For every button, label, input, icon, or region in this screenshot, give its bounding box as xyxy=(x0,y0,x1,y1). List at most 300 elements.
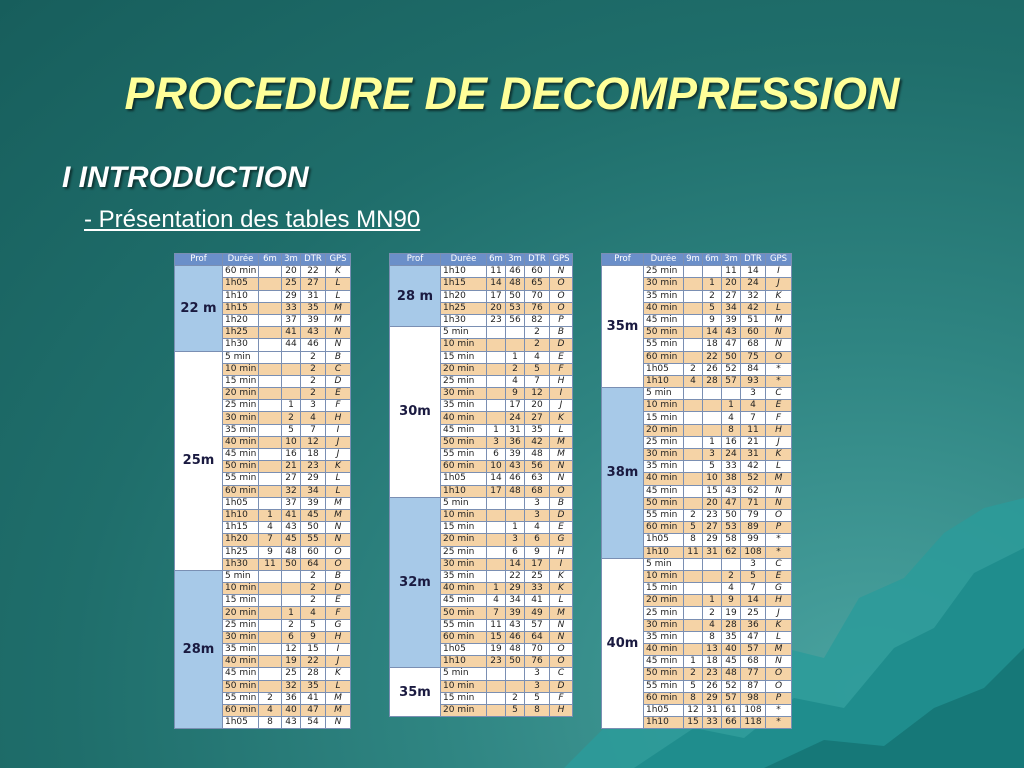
value-cell: 84 xyxy=(741,363,766,375)
value-cell: 48 xyxy=(506,644,525,656)
value-cell: 4 xyxy=(259,704,282,716)
value-cell xyxy=(684,619,703,631)
gps-cell: E xyxy=(326,595,351,607)
value-cell: 2 xyxy=(301,363,326,375)
value-cell: 46 xyxy=(506,631,525,643)
value-cell xyxy=(684,644,703,656)
value-cell: 3 xyxy=(703,449,722,461)
duration-cell: 30 min xyxy=(441,558,487,570)
value-cell xyxy=(506,497,525,509)
value-cell xyxy=(282,595,301,607)
value-cell: 23 xyxy=(487,656,506,668)
slide-title: PROCEDURE DE DECOMPRESSION xyxy=(124,68,900,119)
gps-cell: K xyxy=(766,619,792,631)
duration-cell: 50 min xyxy=(644,668,684,680)
value-cell: 43 xyxy=(722,327,741,339)
value-cell: 77 xyxy=(741,668,766,680)
value-cell: 4 xyxy=(301,412,326,424)
value-cell: 21 xyxy=(282,461,301,473)
value-cell xyxy=(259,375,282,387)
gps-cell: G xyxy=(766,583,792,595)
value-cell: 48 xyxy=(506,278,525,290)
value-cell: 70 xyxy=(525,644,550,656)
value-cell xyxy=(487,497,506,509)
gps-cell: I xyxy=(326,644,351,656)
column-header: DTR xyxy=(525,254,550,266)
value-cell: 45 xyxy=(282,534,301,546)
gps-cell: P xyxy=(766,692,792,704)
value-cell: 50 xyxy=(722,509,741,521)
gps-cell: M xyxy=(326,509,351,521)
gps-cell: O xyxy=(550,302,573,314)
value-cell: 16 xyxy=(282,449,301,461)
gps-cell: O xyxy=(550,644,573,656)
value-cell: 43 xyxy=(506,461,525,473)
gps-cell: N xyxy=(550,461,573,473)
value-cell: 36 xyxy=(506,436,525,448)
duration-cell: 10 min xyxy=(223,363,259,375)
value-cell: 18 xyxy=(703,656,722,668)
value-cell: 26 xyxy=(703,363,722,375)
value-cell: 1 xyxy=(259,509,282,521)
gps-cell: M xyxy=(326,692,351,704)
value-cell xyxy=(259,327,282,339)
value-cell xyxy=(259,278,282,290)
gps-cell: K xyxy=(550,570,573,582)
value-cell: 10 xyxy=(487,461,506,473)
value-cell: 108 xyxy=(741,704,766,716)
value-cell xyxy=(259,583,282,595)
gps-cell: * xyxy=(766,717,792,729)
value-cell: 2 xyxy=(684,668,703,680)
gps-cell: N xyxy=(326,339,351,351)
duration-cell: 45 min xyxy=(223,449,259,461)
duration-cell: 20 min xyxy=(223,607,259,619)
value-cell: 2 xyxy=(525,339,550,351)
value-cell: 22 xyxy=(301,266,326,278)
value-cell xyxy=(259,388,282,400)
value-cell: 2 xyxy=(259,692,282,704)
value-cell: 64 xyxy=(301,558,326,570)
duration-cell: 1h05 xyxy=(223,278,259,290)
duration-cell: 1h05 xyxy=(441,644,487,656)
value-cell xyxy=(684,424,703,436)
value-cell xyxy=(684,314,703,326)
value-cell: 5 xyxy=(684,680,703,692)
value-cell: 27 xyxy=(282,473,301,485)
value-cell xyxy=(506,668,525,680)
value-cell xyxy=(684,278,703,290)
value-cell xyxy=(684,595,703,607)
value-cell xyxy=(259,424,282,436)
value-cell: 2 xyxy=(684,509,703,521)
duration-cell: 20 min xyxy=(644,424,684,436)
value-cell: 33 xyxy=(525,583,550,595)
value-cell: 5 xyxy=(684,522,703,534)
duration-cell: 15 min xyxy=(441,351,487,363)
gps-cell: L xyxy=(766,461,792,473)
duration-cell: 60 min xyxy=(441,631,487,643)
gps-cell: M xyxy=(326,497,351,509)
value-cell: 10 xyxy=(282,436,301,448)
value-cell xyxy=(703,400,722,412)
value-cell: 24 xyxy=(506,412,525,424)
column-header: 6m xyxy=(487,254,506,266)
gps-cell: K xyxy=(326,668,351,680)
duration-cell: 25 min xyxy=(441,375,487,387)
table-row xyxy=(602,266,792,278)
value-cell: 25 xyxy=(282,668,301,680)
gps-cell: * xyxy=(766,375,792,387)
gps-cell: K xyxy=(326,266,351,278)
column-header: GPS xyxy=(326,254,351,266)
value-cell xyxy=(487,692,506,704)
duration-cell: 1h05 xyxy=(644,534,684,546)
duration-cell: 35 min xyxy=(441,400,487,412)
value-cell: 27 xyxy=(703,522,722,534)
gps-cell: J xyxy=(766,607,792,619)
value-cell: 25 xyxy=(741,607,766,619)
value-cell: 1 xyxy=(282,400,301,412)
value-cell: 35 xyxy=(722,631,741,643)
value-cell: 27 xyxy=(722,290,741,302)
value-cell xyxy=(487,339,506,351)
value-cell: 11 xyxy=(684,546,703,558)
value-cell: 14 xyxy=(506,558,525,570)
value-cell xyxy=(684,436,703,448)
duration-cell: 5 min xyxy=(644,388,684,400)
gps-cell: B xyxy=(550,327,573,339)
mn90-table-2-wrap xyxy=(389,253,573,717)
value-cell: 5 xyxy=(282,424,301,436)
value-cell: 1 xyxy=(506,522,525,534)
gps-cell: H xyxy=(550,375,573,387)
gps-cell: H xyxy=(326,631,351,643)
value-cell xyxy=(487,668,506,680)
duration-cell: 20 min xyxy=(223,388,259,400)
value-cell: 3 xyxy=(741,388,766,400)
gps-cell: N xyxy=(326,522,351,534)
duration-cell: 1h05 xyxy=(441,473,487,485)
value-cell xyxy=(259,314,282,326)
value-cell: 53 xyxy=(722,522,741,534)
table-header-row xyxy=(602,254,792,266)
value-cell xyxy=(684,558,703,570)
value-cell xyxy=(259,461,282,473)
gps-cell: M xyxy=(550,607,573,619)
duration-cell: 40 min xyxy=(644,644,684,656)
value-cell xyxy=(487,680,506,692)
value-cell: 9 xyxy=(722,595,741,607)
value-cell: 39 xyxy=(506,449,525,461)
value-cell: 32 xyxy=(282,680,301,692)
value-cell: 55 xyxy=(301,534,326,546)
value-cell: 1 xyxy=(487,424,506,436)
value-cell: 1 xyxy=(487,583,506,595)
gps-cell: H xyxy=(766,424,792,436)
gps-cell: F xyxy=(326,400,351,412)
value-cell xyxy=(259,449,282,461)
value-cell: 9 xyxy=(301,631,326,643)
value-cell xyxy=(684,497,703,509)
value-cell: 2 xyxy=(282,412,301,424)
duration-cell: 20 min xyxy=(441,363,487,375)
value-cell: 2 xyxy=(684,363,703,375)
table-header-row xyxy=(390,254,573,266)
gps-cell: * xyxy=(766,534,792,546)
value-cell: 33 xyxy=(722,461,741,473)
gps-cell: P xyxy=(550,314,573,326)
duration-cell: 1h20 xyxy=(441,290,487,302)
gps-cell: K xyxy=(550,583,573,595)
value-cell xyxy=(487,375,506,387)
duration-cell: 35 min xyxy=(644,631,684,643)
duration-cell: 1h15 xyxy=(441,278,487,290)
duration-cell: 50 min xyxy=(644,497,684,509)
value-cell xyxy=(487,522,506,534)
gps-cell: L xyxy=(550,424,573,436)
value-cell: 27 xyxy=(301,278,326,290)
duration-cell: 60 min xyxy=(441,461,487,473)
value-cell: 35 xyxy=(301,680,326,692)
gps-cell: D xyxy=(326,583,351,595)
duration-cell: 1h30 xyxy=(223,339,259,351)
gps-cell: N xyxy=(550,631,573,643)
gps-cell: M xyxy=(326,314,351,326)
gps-cell: K xyxy=(550,412,573,424)
value-cell: 9 xyxy=(259,546,282,558)
value-cell xyxy=(259,412,282,424)
gps-cell: C xyxy=(766,388,792,400)
duration-cell: 40 min xyxy=(644,473,684,485)
duration-cell: 40 min xyxy=(441,583,487,595)
value-cell: 47 xyxy=(722,497,741,509)
value-cell: 65 xyxy=(525,278,550,290)
gps-cell: C xyxy=(326,363,351,375)
value-cell: 41 xyxy=(525,595,550,607)
value-cell xyxy=(259,400,282,412)
duration-cell: 1h30 xyxy=(223,558,259,570)
duration-cell: 15 min xyxy=(223,595,259,607)
duration-cell: 10 min xyxy=(223,583,259,595)
gps-cell: E xyxy=(550,351,573,363)
duration-cell: 35 min xyxy=(644,461,684,473)
value-cell xyxy=(684,583,703,595)
duration-cell: 40 min xyxy=(223,436,259,448)
value-cell xyxy=(259,363,282,375)
duration-cell: 1h10 xyxy=(441,485,487,497)
value-cell: 58 xyxy=(722,534,741,546)
value-cell: 19 xyxy=(487,644,506,656)
value-cell: 48 xyxy=(525,449,550,461)
gps-cell: L xyxy=(326,473,351,485)
gps-cell: M xyxy=(326,302,351,314)
value-cell: 17 xyxy=(525,558,550,570)
gps-cell: N xyxy=(766,327,792,339)
duration-cell: 25 min xyxy=(644,266,684,278)
value-cell: 3 xyxy=(487,436,506,448)
duration-cell: 10 min xyxy=(441,680,487,692)
gps-cell: E xyxy=(326,388,351,400)
table-row xyxy=(390,668,573,680)
value-cell xyxy=(259,497,282,509)
value-cell: 47 xyxy=(741,631,766,643)
value-cell: 2 xyxy=(722,570,741,582)
value-cell xyxy=(722,558,741,570)
column-header: 6m xyxy=(259,254,282,266)
value-cell: 79 xyxy=(741,509,766,521)
value-cell: 17 xyxy=(487,290,506,302)
duration-cell: 1h10 xyxy=(441,266,487,278)
duration-cell: 40 min xyxy=(441,412,487,424)
value-cell xyxy=(487,351,506,363)
gps-cell: C xyxy=(550,668,573,680)
gps-cell: G xyxy=(326,619,351,631)
gps-cell: M xyxy=(326,704,351,716)
table-row xyxy=(175,266,351,278)
value-cell: 52 xyxy=(722,680,741,692)
value-cell: 1 xyxy=(703,436,722,448)
duration-cell: 35 min xyxy=(441,570,487,582)
duration-cell: 45 min xyxy=(644,485,684,497)
value-cell xyxy=(684,449,703,461)
duration-cell: 30 min xyxy=(644,619,684,631)
gps-cell: J xyxy=(326,449,351,461)
duration-cell: 1h20 xyxy=(223,534,259,546)
value-cell xyxy=(703,558,722,570)
value-cell: 37 xyxy=(282,497,301,509)
value-cell: 4 xyxy=(525,522,550,534)
column-header: Prof xyxy=(602,254,644,266)
value-cell: 42 xyxy=(525,436,550,448)
duration-cell: 55 min xyxy=(223,473,259,485)
duration-cell: 1h05 xyxy=(223,717,259,729)
column-header: Durée xyxy=(223,254,259,266)
duration-cell: 1h20 xyxy=(223,314,259,326)
duration-cell: 50 min xyxy=(441,436,487,448)
value-cell: 4 xyxy=(722,412,741,424)
value-cell xyxy=(487,388,506,400)
value-cell: 43 xyxy=(506,619,525,631)
value-cell: 34 xyxy=(722,302,741,314)
slide-subtitle: I INTRODUCTION xyxy=(62,161,309,194)
value-cell: 8 xyxy=(525,704,550,716)
value-cell: 3 xyxy=(525,668,550,680)
column-header: DTR xyxy=(741,254,766,266)
gps-cell: B xyxy=(326,351,351,363)
gps-cell: F xyxy=(766,412,792,424)
value-cell: 26 xyxy=(703,680,722,692)
gps-cell: J xyxy=(326,436,351,448)
duration-cell: 60 min xyxy=(644,351,684,363)
value-cell: 15 xyxy=(684,717,703,729)
value-cell: 1 xyxy=(506,351,525,363)
value-cell xyxy=(684,631,703,643)
value-cell: 24 xyxy=(722,449,741,461)
value-cell: 48 xyxy=(282,546,301,558)
duration-cell: 5 min xyxy=(223,351,259,363)
duration-cell: 30 min xyxy=(223,412,259,424)
value-cell: 2 xyxy=(282,619,301,631)
value-cell xyxy=(282,363,301,375)
duration-cell: 50 min xyxy=(223,461,259,473)
value-cell: 4 xyxy=(506,375,525,387)
value-cell: 57 xyxy=(525,619,550,631)
value-cell: 8 xyxy=(259,717,282,729)
value-cell xyxy=(282,375,301,387)
depth-cell: 28 m xyxy=(390,266,441,327)
value-cell: 99 xyxy=(741,534,766,546)
gps-cell: D xyxy=(550,680,573,692)
value-cell: 62 xyxy=(722,546,741,558)
value-cell xyxy=(487,400,506,412)
value-cell xyxy=(282,388,301,400)
value-cell xyxy=(703,424,722,436)
duration-cell: 10 min xyxy=(644,570,684,582)
value-cell xyxy=(259,351,282,363)
duration-cell: 30 min xyxy=(223,631,259,643)
gps-cell: O xyxy=(766,509,792,521)
value-cell: 49 xyxy=(525,607,550,619)
value-cell: 27 xyxy=(525,412,550,424)
value-cell: 7 xyxy=(301,424,326,436)
value-cell xyxy=(684,327,703,339)
duration-cell: 15 min xyxy=(441,692,487,704)
duration-cell: 5 min xyxy=(441,668,487,680)
table-row xyxy=(175,351,351,363)
value-cell: 42 xyxy=(741,302,766,314)
value-cell: 47 xyxy=(301,704,326,716)
column-header: GPS xyxy=(550,254,573,266)
value-cell: 20 xyxy=(487,302,506,314)
value-cell: 76 xyxy=(525,656,550,668)
value-cell: 14 xyxy=(487,473,506,485)
value-cell: 2 xyxy=(301,388,326,400)
gps-cell: N xyxy=(766,339,792,351)
gps-cell: O xyxy=(550,656,573,668)
value-cell: 40 xyxy=(282,704,301,716)
value-cell: 48 xyxy=(506,485,525,497)
value-cell xyxy=(487,327,506,339)
gps-cell: G xyxy=(550,534,573,546)
column-header: 9m xyxy=(684,254,703,266)
gps-cell: D xyxy=(550,509,573,521)
gps-cell: J xyxy=(550,400,573,412)
value-cell xyxy=(487,363,506,375)
value-cell: 18 xyxy=(703,339,722,351)
gps-cell: C xyxy=(766,558,792,570)
value-cell: 4 xyxy=(487,595,506,607)
value-cell xyxy=(259,668,282,680)
value-cell: 28 xyxy=(301,668,326,680)
value-cell xyxy=(506,509,525,521)
gps-cell: B xyxy=(326,570,351,582)
gps-cell: K xyxy=(326,461,351,473)
duration-cell: 25 min xyxy=(223,619,259,631)
duration-cell: 55 min xyxy=(644,339,684,351)
value-cell: 46 xyxy=(506,473,525,485)
value-cell: 4 xyxy=(684,375,703,387)
mn90-table-1-wrap xyxy=(174,253,351,729)
value-cell xyxy=(684,607,703,619)
gps-cell: L xyxy=(766,302,792,314)
section-link[interactable]: - Présentation des tables MN90 xyxy=(84,206,421,233)
value-cell: 23 xyxy=(703,668,722,680)
duration-cell: 5 min xyxy=(223,570,259,582)
column-header: 6m xyxy=(703,254,722,266)
value-cell xyxy=(684,302,703,314)
value-cell xyxy=(684,570,703,582)
